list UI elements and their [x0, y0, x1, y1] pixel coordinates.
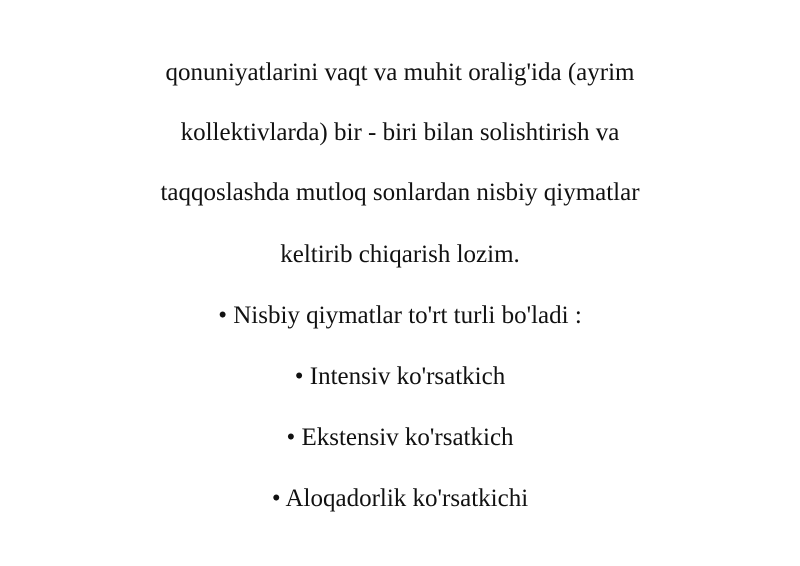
bullet-item-intensiv: • Intensiv ko'rsatkich — [294, 363, 506, 390]
paragraph-line-1: qonuniyatlarini vaqt va muhit oralig'ida (ayrim — [165, 59, 635, 86]
bullet-item-nisbiy-qiymatlar: • Nisbiy qiymatlar to'rt turli bo'ladi : — [218, 302, 582, 329]
paragraph-line-4: keltirib chiqarish lozim. — [280, 241, 520, 268]
bullet-item-ekstensiv: • Ekstensiv ko'rsatkich — [286, 424, 514, 451]
paragraph-line-2: kollektivlarda) bir - biri bilan solishtirish va — [180, 119, 620, 146]
bullet-item-aloqadorlik: • Aloqadorlik ko'rsatkichi — [271, 485, 529, 512]
paragraph-line-3: taqqoslashda mutloq sonlardan nisbiy qiymatlar — [160, 179, 640, 206]
